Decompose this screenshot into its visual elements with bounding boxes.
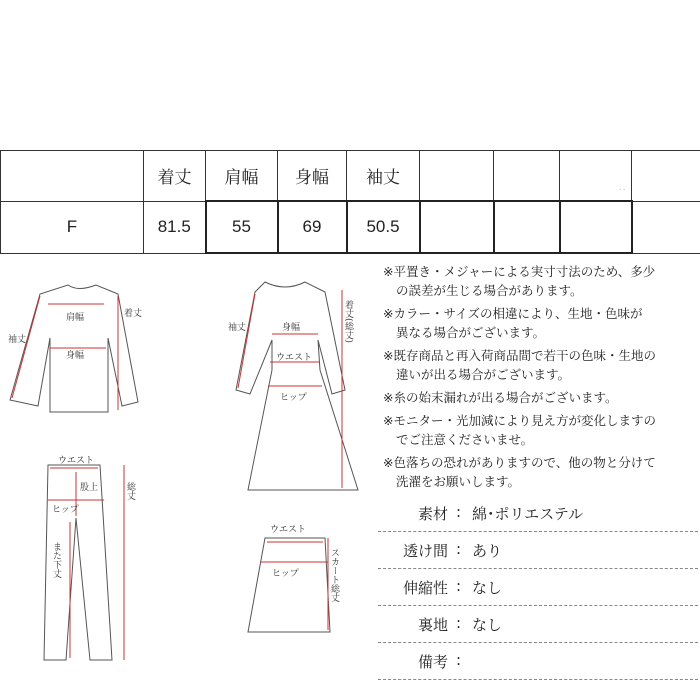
- dress-sleeve-label: 袖丈: [228, 323, 247, 333]
- spec-value: 綿･ポリエステル: [472, 505, 584, 523]
- spec-key: 素材: [417, 505, 448, 523]
- pants-waist-label: ウエスト: [58, 456, 95, 466]
- note-line: ※色落ちの恐れがありますので、他の物と分けて: [383, 455, 656, 470]
- header-cell-empty: [494, 151, 560, 202]
- note-line: 異なる場合がございます。: [396, 325, 546, 340]
- pants-hip-label: ヒップ: [52, 505, 79, 515]
- header-cell-blank: [1, 151, 144, 202]
- note-item: [383, 304, 695, 342]
- spec-key: 伸縮性: [402, 579, 448, 597]
- dress-hip-label: ヒップ: [280, 393, 307, 403]
- spec-colon: :: [456, 651, 462, 669]
- skirt-length-label: スカート総丈: [329, 548, 339, 602]
- header-cell-length: 着丈: [144, 151, 206, 202]
- top-length-label: 着丈: [124, 309, 143, 319]
- care-notes: [383, 262, 695, 495]
- note-line: ※平置き・メジャーによる実寸寸法のため、多少: [383, 264, 656, 279]
- spec-colon: :: [456, 614, 462, 632]
- size-table: [0, 150, 700, 254]
- note-item: [383, 453, 695, 491]
- spec-row-remarks: [378, 643, 698, 680]
- pants-rise-label: 股上: [80, 483, 99, 493]
- value-cell-shoulder: 55: [206, 201, 278, 253]
- spec-list: [378, 495, 698, 680]
- dress-waist-label: ウエスト: [276, 353, 313, 363]
- note-item: [383, 388, 695, 407]
- spec-colon: :: [456, 577, 462, 595]
- note-line: の誤差が生じる場合があります。: [396, 283, 583, 298]
- header-cell-empty: [560, 151, 632, 202]
- note-line: ※カラー・サイズの相違により、生地・色味が: [383, 306, 643, 321]
- spec-colon: :: [456, 503, 462, 521]
- size-table-header-row: [1, 151, 700, 202]
- note-line: ※糸の始末漏れが出る場合がございます。: [383, 390, 618, 405]
- top-shoulder-label: 肩幅: [66, 313, 85, 323]
- top-sleeve-arrow: [12, 296, 40, 398]
- spec-row-stretch: [378, 569, 698, 606]
- header-cell-empty: [420, 151, 494, 202]
- value-cell-empty: [420, 201, 494, 253]
- header-cell-empty: [632, 151, 700, 202]
- spec-row-lining: [378, 606, 698, 643]
- note-line: ※既存商品と再入荷商品間で若干の色味・生地の: [383, 348, 656, 363]
- skirt-hip-label: ヒップ: [272, 569, 299, 579]
- note-line: ※モニター・光加減により見え方が変化しますの: [383, 413, 656, 428]
- header-cell-shoulder: 肩幅: [206, 151, 278, 202]
- spec-key: 裏地: [417, 616, 448, 634]
- value-cell-empty: [494, 201, 560, 253]
- size-table-row: [1, 201, 700, 253]
- pants-inseam-label: また下丈: [51, 542, 61, 578]
- note-line: 洗濯をお願いします。: [396, 474, 521, 489]
- top-sleeve-label: 袖丈: [8, 335, 27, 345]
- note-item: [383, 346, 695, 384]
- header-cell-sleeve: 袖丈: [347, 151, 420, 202]
- pants-total-label: 総丈: [125, 482, 135, 500]
- value-cell-length: 81.5: [144, 201, 206, 253]
- spec-colon: :: [456, 540, 462, 558]
- dress-sleeve-arrow: [238, 294, 255, 388]
- spec-value: あり: [472, 542, 503, 560]
- note-line: 違いが出る場合がございます。: [396, 367, 571, 382]
- spec-value: なし: [472, 616, 503, 634]
- top-body-label: 身幅: [66, 351, 85, 361]
- spec-row-sheer: [378, 532, 698, 569]
- value-cell-empty: [632, 201, 700, 253]
- dress-length-label: 着丈(総丈): [343, 300, 353, 344]
- skirt-garment-outline: [248, 538, 330, 632]
- value-cell-sleeve: 50.5: [347, 201, 420, 253]
- note-item: [383, 411, 695, 449]
- note-item: [383, 262, 695, 300]
- spec-value: なし: [472, 579, 503, 597]
- header-cell-body-width: 身幅: [278, 151, 347, 202]
- value-cell-empty: [560, 201, 632, 253]
- note-line: でご注意くださいませ。: [396, 432, 534, 447]
- spec-key: 備考: [417, 653, 448, 671]
- skirt-waist-label: ウエスト: [270, 525, 307, 535]
- spec-key: 透け間: [402, 542, 448, 560]
- size-label-cell: F: [1, 201, 144, 253]
- dress-body-label: 身幅: [282, 323, 301, 333]
- dot-mark: . .: [619, 185, 625, 192]
- garment-diagrams: [0, 260, 375, 680]
- spec-row-material: [378, 495, 698, 532]
- value-cell-body-width: 69: [278, 201, 347, 253]
